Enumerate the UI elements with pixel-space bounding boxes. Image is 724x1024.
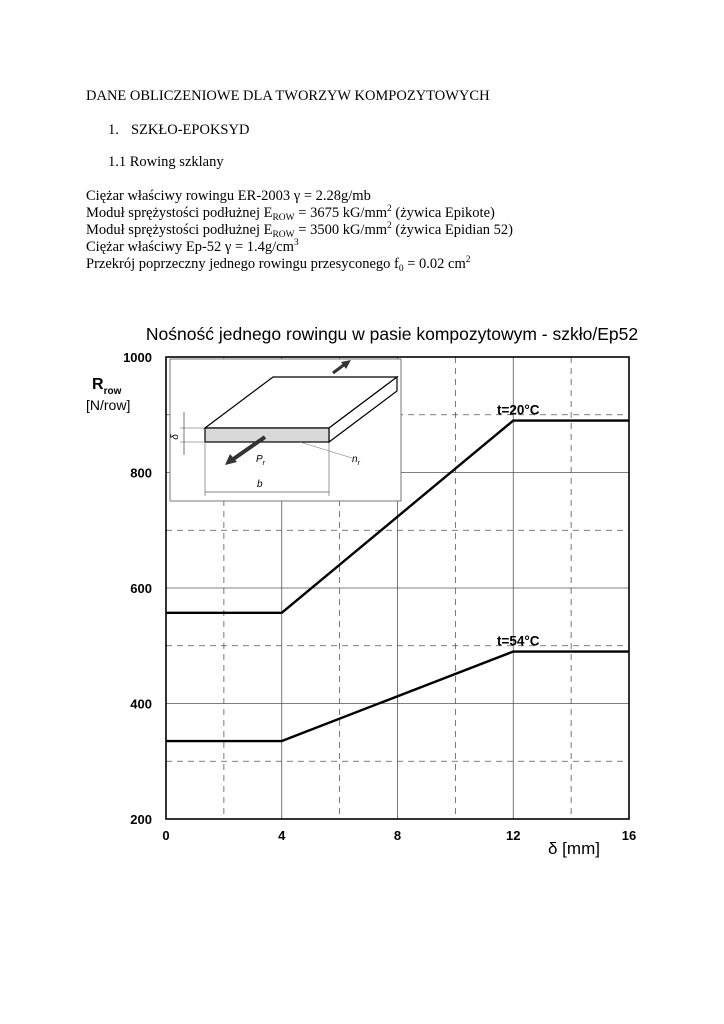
spec-line-resin-weight bbox=[86, 240, 299, 255]
chart bbox=[0, 300, 724, 900]
spec-line-modulus-epidian bbox=[86, 223, 513, 238]
series-label: t=20°C bbox=[496, 402, 540, 418]
spec-text: = 0.02 cm bbox=[403, 256, 466, 272]
chart-container bbox=[0, 300, 724, 900]
spec-text: (żywica Epidian 52) bbox=[391, 222, 513, 238]
spec-text: Moduł sprężystości podłużnej E bbox=[86, 222, 273, 238]
y-axis-label-main: R bbox=[92, 376, 104, 393]
y-axis-label bbox=[92, 376, 122, 397]
y-tick-label: 200 bbox=[130, 812, 152, 827]
y-axis-label-sub: row bbox=[103, 386, 122, 397]
thickness-symbol: δ bbox=[170, 434, 181, 440]
x-tick-label: 4 bbox=[278, 828, 286, 843]
section-number: 1. bbox=[108, 122, 119, 138]
y-tick-label: 400 bbox=[130, 696, 152, 712]
spec-line-cross-section bbox=[86, 257, 471, 272]
spec-text: Moduł sprężystości podłużnej E bbox=[86, 205, 273, 221]
spec-text: (żywica Epikote) bbox=[391, 205, 495, 221]
width-symbol: b bbox=[257, 479, 263, 490]
spec-subscript: ROW bbox=[272, 230, 295, 240]
spec-text: = 3675 kG/mm bbox=[294, 205, 388, 221]
spec-line-modulus-epikote bbox=[86, 206, 495, 221]
x-axis-label: δ [mm] bbox=[548, 839, 600, 858]
x-tick-label: 0 bbox=[162, 828, 170, 843]
spec-text: = 3500 kG/mm bbox=[294, 222, 388, 238]
y-axis-unit: [N/row] bbox=[86, 397, 131, 413]
inset-diagram bbox=[170, 359, 401, 501]
spec-symbol: γ bbox=[293, 188, 301, 204]
x-tick-label: 12 bbox=[506, 828, 521, 843]
series-label: t=54°C bbox=[496, 633, 540, 649]
force-symbol: P bbox=[256, 454, 263, 465]
spec-text: Ciężar właściwy Ep-52 bbox=[86, 239, 225, 255]
chart-title: Nośność jednego rowingu w pasie kompozytowym - szkło/Ep52 bbox=[145, 324, 639, 344]
count-symbol: n bbox=[352, 454, 358, 465]
spec-superscript: 3 bbox=[293, 238, 299, 248]
document-heading: DANE OBLICZENIOWE DLA TWORZYW KOMPOZYTOWYCH bbox=[86, 88, 490, 104]
spec-text: = 2.28g/mb bbox=[300, 188, 371, 204]
spec-text: Przekrój poprzeczny jednego rowingu przesyconego f bbox=[86, 256, 399, 272]
spec-line-rowing-weight bbox=[86, 189, 371, 204]
subsection-title: 1.1 Rowing szklany bbox=[108, 154, 224, 170]
x-tick-label: 16 bbox=[621, 828, 637, 843]
spec-symbol: γ bbox=[224, 239, 232, 255]
spec-subscript: 0 bbox=[398, 264, 404, 274]
y-tick-label: 1000 bbox=[123, 350, 152, 365]
spec-superscript: 2 bbox=[387, 221, 392, 231]
spec-superscript: 2 bbox=[465, 255, 471, 265]
spec-subscript: ROW bbox=[272, 213, 295, 223]
section-title: SZKŁO-EPOKSYD bbox=[131, 122, 250, 138]
count-subscript: r bbox=[357, 460, 360, 467]
y-tick-label: 600 bbox=[130, 581, 152, 596]
plate-cross-section bbox=[205, 428, 329, 442]
spec-superscript: 2 bbox=[387, 204, 392, 214]
spec-text: Ciężar właściwy rowingu ER-2003 bbox=[86, 188, 294, 204]
y-tick-label: 800 bbox=[130, 465, 152, 481]
x-tick-label: 8 bbox=[393, 828, 402, 843]
force-subscript: r bbox=[262, 460, 266, 467]
spec-text: = 1.4g/cm bbox=[231, 239, 294, 255]
